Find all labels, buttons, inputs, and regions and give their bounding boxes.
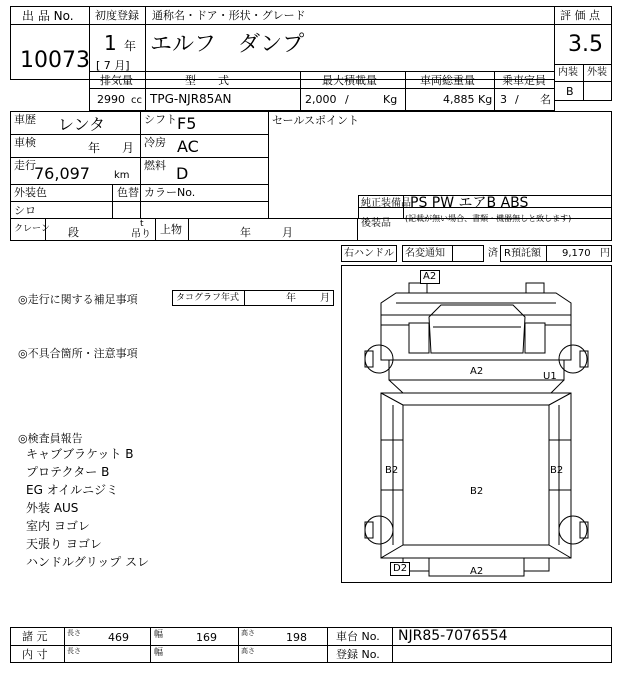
inspection-label: 車検 xyxy=(14,136,36,149)
capacity-value: 3 xyxy=(500,93,507,106)
damage-code: B2 xyxy=(470,486,484,497)
name-label: 通称名・ドア・形状・グレード xyxy=(152,9,306,22)
interior-label: 内装 xyxy=(558,67,578,78)
shogen-label: 諸 元 xyxy=(22,630,48,643)
inspector-item: 室内 ヨゴレ xyxy=(26,519,90,533)
damage-code: B2 xyxy=(550,465,564,476)
inspector-item: EG オイルニジミ xyxy=(26,483,119,497)
capacity-label: 乗車定員 xyxy=(502,74,546,87)
width-label: 幅 xyxy=(154,648,164,658)
damage-code: A2 xyxy=(470,366,484,377)
height-label: 高さ xyxy=(241,629,255,637)
registration-label: 登録 No. xyxy=(336,648,380,661)
aftermarket-label: 後装品 xyxy=(361,218,391,229)
capacity-slash: / xyxy=(515,93,519,106)
inspection-month: 月 xyxy=(122,141,135,155)
crane-box xyxy=(10,218,358,241)
recycle-value: 9,170 xyxy=(562,248,591,259)
handle-value: 右ハンドル xyxy=(344,248,394,259)
lot-label: 出 品 No. xyxy=(22,9,74,23)
inspector-item: 天張り ヨゴレ xyxy=(26,537,102,551)
recycle-label: R預託額 xyxy=(504,248,541,259)
selling-points-label: セールスポイント xyxy=(272,114,360,127)
length-label: 長さ xyxy=(67,629,81,637)
color-code-label: カラーNo. xyxy=(144,186,196,199)
lot-number: 10073 xyxy=(20,48,90,73)
crane-dan: 段 xyxy=(68,226,79,239)
crane-label: クレーン xyxy=(14,224,50,234)
kamimono-label: 上物 xyxy=(160,223,182,236)
color-change-label: 色替 xyxy=(117,186,139,199)
aftermarket-note: (記載が無い場合、書類・機器無しと致します) xyxy=(405,214,572,223)
load-slash: / xyxy=(345,93,349,106)
length-value: 469 xyxy=(108,631,129,644)
damage-code: A2 xyxy=(423,271,437,282)
history-label: 車歴 xyxy=(14,113,36,126)
tacho-year: 年 xyxy=(286,293,296,304)
damage-code: D2 xyxy=(393,563,408,574)
width-label: 幅 xyxy=(154,630,164,640)
disp-value: 2990 xyxy=(97,93,125,106)
recycle-yen: 円 xyxy=(600,248,610,259)
recycle-done: 済 xyxy=(488,248,498,259)
inspector-title: ◎検査員報告 xyxy=(18,432,83,445)
rating-value: 3.5 xyxy=(568,32,603,57)
mileage-unit: km xyxy=(114,170,130,181)
shift-value: F5 xyxy=(177,114,197,133)
inspector-item: プロテクター B xyxy=(26,465,110,479)
gross-value: 4,885 xyxy=(443,93,475,106)
damage-code: A2 xyxy=(470,566,484,577)
model-label: 型 式 xyxy=(185,74,229,87)
mileage-value: 76,097 xyxy=(34,164,90,183)
disp-unit: cc xyxy=(131,95,142,106)
defects-title: ◎不具合箇所・注意事項 xyxy=(18,347,138,360)
kamimono-month: 月 xyxy=(282,226,293,239)
fuel-label: 燃料 xyxy=(144,159,166,172)
reg-year: 1 xyxy=(104,31,117,55)
rating-label: 評 価 点 xyxy=(560,9,600,22)
truck-diagram xyxy=(341,265,612,583)
shift-label: シフト xyxy=(144,113,177,126)
chassis-label: 車台 No. xyxy=(336,630,380,643)
crane-tsuri: 吊り xyxy=(131,229,151,240)
tacho-label: タコグラフ年式 xyxy=(176,293,240,303)
inspector-item: 外装 AUS xyxy=(26,501,79,515)
naisun-label: 内 寸 xyxy=(22,648,48,661)
options-value: PS PW エアB ABS xyxy=(410,195,529,211)
height-value: 198 xyxy=(286,631,307,644)
chassis-value: NJR85-7076554 xyxy=(398,628,508,644)
exterior-label: 外装 xyxy=(587,67,607,78)
gross-label: 車両総重量 xyxy=(420,74,475,87)
car-name: エルフ ダンプ xyxy=(150,32,305,57)
damage-code: B2 xyxy=(385,465,399,476)
fuel-value: D xyxy=(176,164,189,183)
inspector-item: ハンドルグリップ スレ xyxy=(26,555,150,569)
disp-label: 排気量 xyxy=(100,74,133,87)
reg-month: [ 7 月] xyxy=(96,59,130,72)
reg-year-unit: 年 xyxy=(124,39,137,53)
inspection-year: 年 xyxy=(88,141,101,155)
history-value: レンタ xyxy=(58,115,105,134)
inspector-item: キャブブラケット B xyxy=(26,447,134,461)
interior-grade: B xyxy=(566,85,574,98)
height-label: 高さ xyxy=(241,647,255,655)
color-value: シロ xyxy=(14,204,36,217)
capacity-unit: 名 xyxy=(540,93,551,106)
damage-code: U1 xyxy=(543,371,557,382)
gross-unit: Kg xyxy=(478,93,493,106)
kamimono-year: 年 xyxy=(240,226,251,239)
first-reg-label: 初度登録 xyxy=(95,9,139,22)
name-change-label: 名変通知 xyxy=(405,248,445,259)
ac-label: 冷房 xyxy=(144,136,166,149)
load-value: 2,000 xyxy=(305,93,337,106)
model-value: TPG-NJR85AN xyxy=(150,92,232,106)
tacho-month: 月 xyxy=(320,293,330,304)
load-unit: Kg xyxy=(383,93,398,106)
options-label: 純正装備品 xyxy=(361,198,411,209)
width-value: 169 xyxy=(196,631,217,644)
supplement-title: ◎走行に関する補足事項 xyxy=(18,293,138,306)
color-label: 外装色 xyxy=(14,186,47,199)
length-label: 長さ xyxy=(67,647,81,655)
load-label: 最大積載量 xyxy=(322,74,377,87)
crane-t: t xyxy=(140,219,144,229)
mileage-label: 走行 xyxy=(14,159,36,172)
ac-value: AC xyxy=(177,137,199,156)
